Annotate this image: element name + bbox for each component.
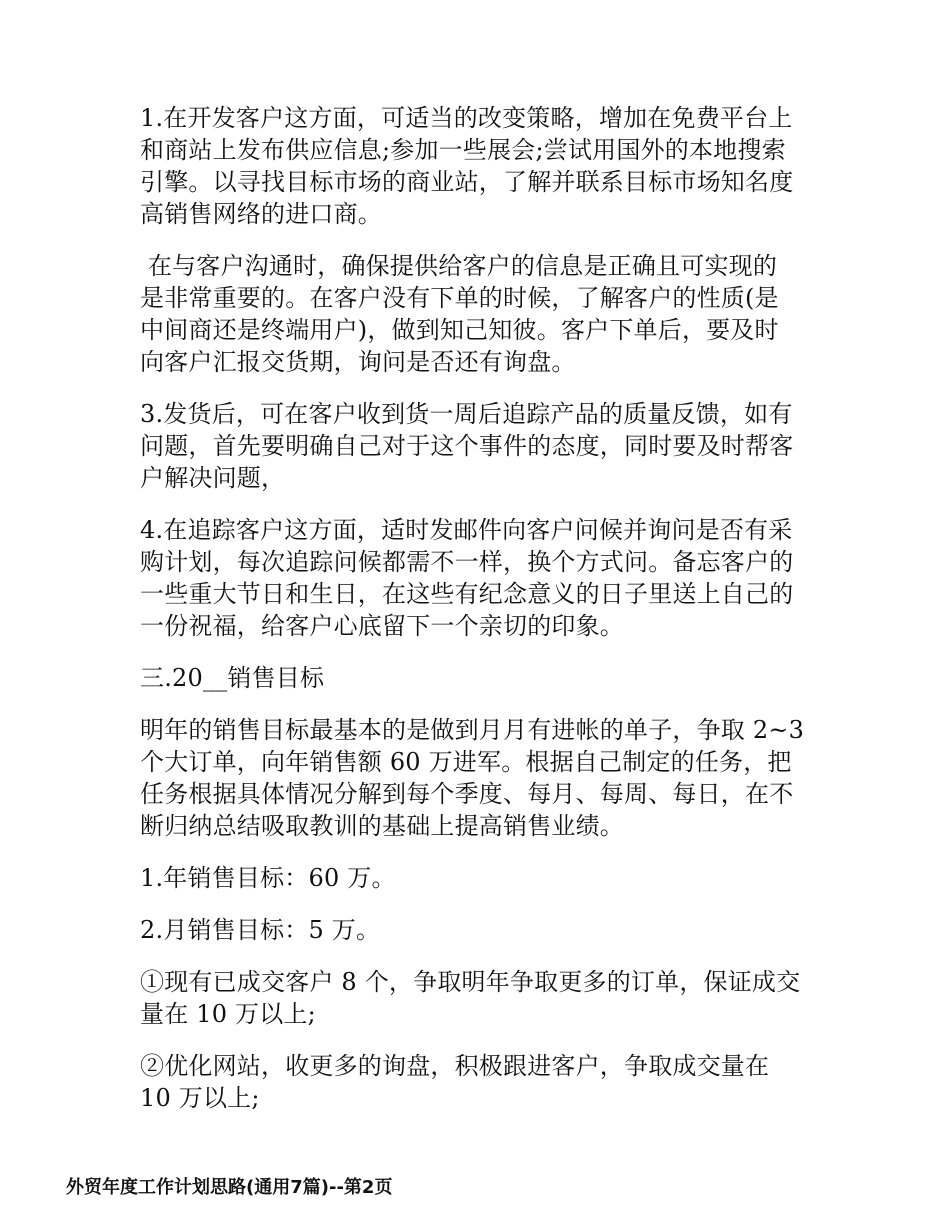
paragraph-after-shipment: 3.发货后，可在客户收到货一周后追踪产品的质量反馈，如有 问题，首先要明确自己对于这个事件的态度，同时要及时帮客 户解决问题， [140,400,794,492]
paragraph-annual-sales-plan: 明年的销售目标最基本的是做到月月有进帐的单子，争取 2~3 个大订单，向年销售额 60 万进军。根据自己制定的任务，把 任务根据具体情况分解到每个季度、每月、每周、每日，在不 断归纳总结吸取教训的基础上提高销售业绩。 [140,716,805,840]
website-optimization-target: ②优化网站，收更多的询盘，积极跟进客户，争取成交量在 10 万以上; [140,1052,770,1112]
paragraph-customer-development: 1.在开发客户这方面，可适当的改变策略，增加在免费平台上 和商站上发布供应信息;参加一些展会;尝试用国外的本地搜索 引擎。以寻找目标市场的商业站，了解并联系目标市场知名度 高销售网络的进口商。 [140,104,794,228]
paragraph-customer-follow-up: 4.在追踪客户这方面，适时发邮件向客户问候并询问是否有采 购计划，每次追踪问候都需不一样，换个方式问。备忘客户的 一些重大节日和生日，在这些有纪念意义的日子里送上自己的 一份祝福，给客户心底留下一个亲切的印象。 [140,516,794,640]
existing-customer-target: ①现有已成交客户 8 个，争取明年争取更多的订单，保证成交 量在 10 万以上; [140,968,801,1028]
annual-sales-target: 1.年销售目标：60 万。 [140,864,396,892]
page-footer: 外贸年度工作计划思路(通用7篇)--第2页 [66,1177,393,1198]
section-heading-sales-target: 三.20__销售目标 [140,664,325,692]
monthly-sales-target: 2.月销售目标：5 万。 [140,916,381,944]
document-body [140,102,820,1134]
paragraph-customer-communication: 在与客户沟通时，确保提供给客户的信息是正确且可实现的 是非常重要的。在客户没有下单的时候，了解客户的性质(是 中间商还是终端用户)，做到知己知彼。客户下单后，要及时 向客户汇报交货期，询问是否还有询盘。 [140,252,779,376]
